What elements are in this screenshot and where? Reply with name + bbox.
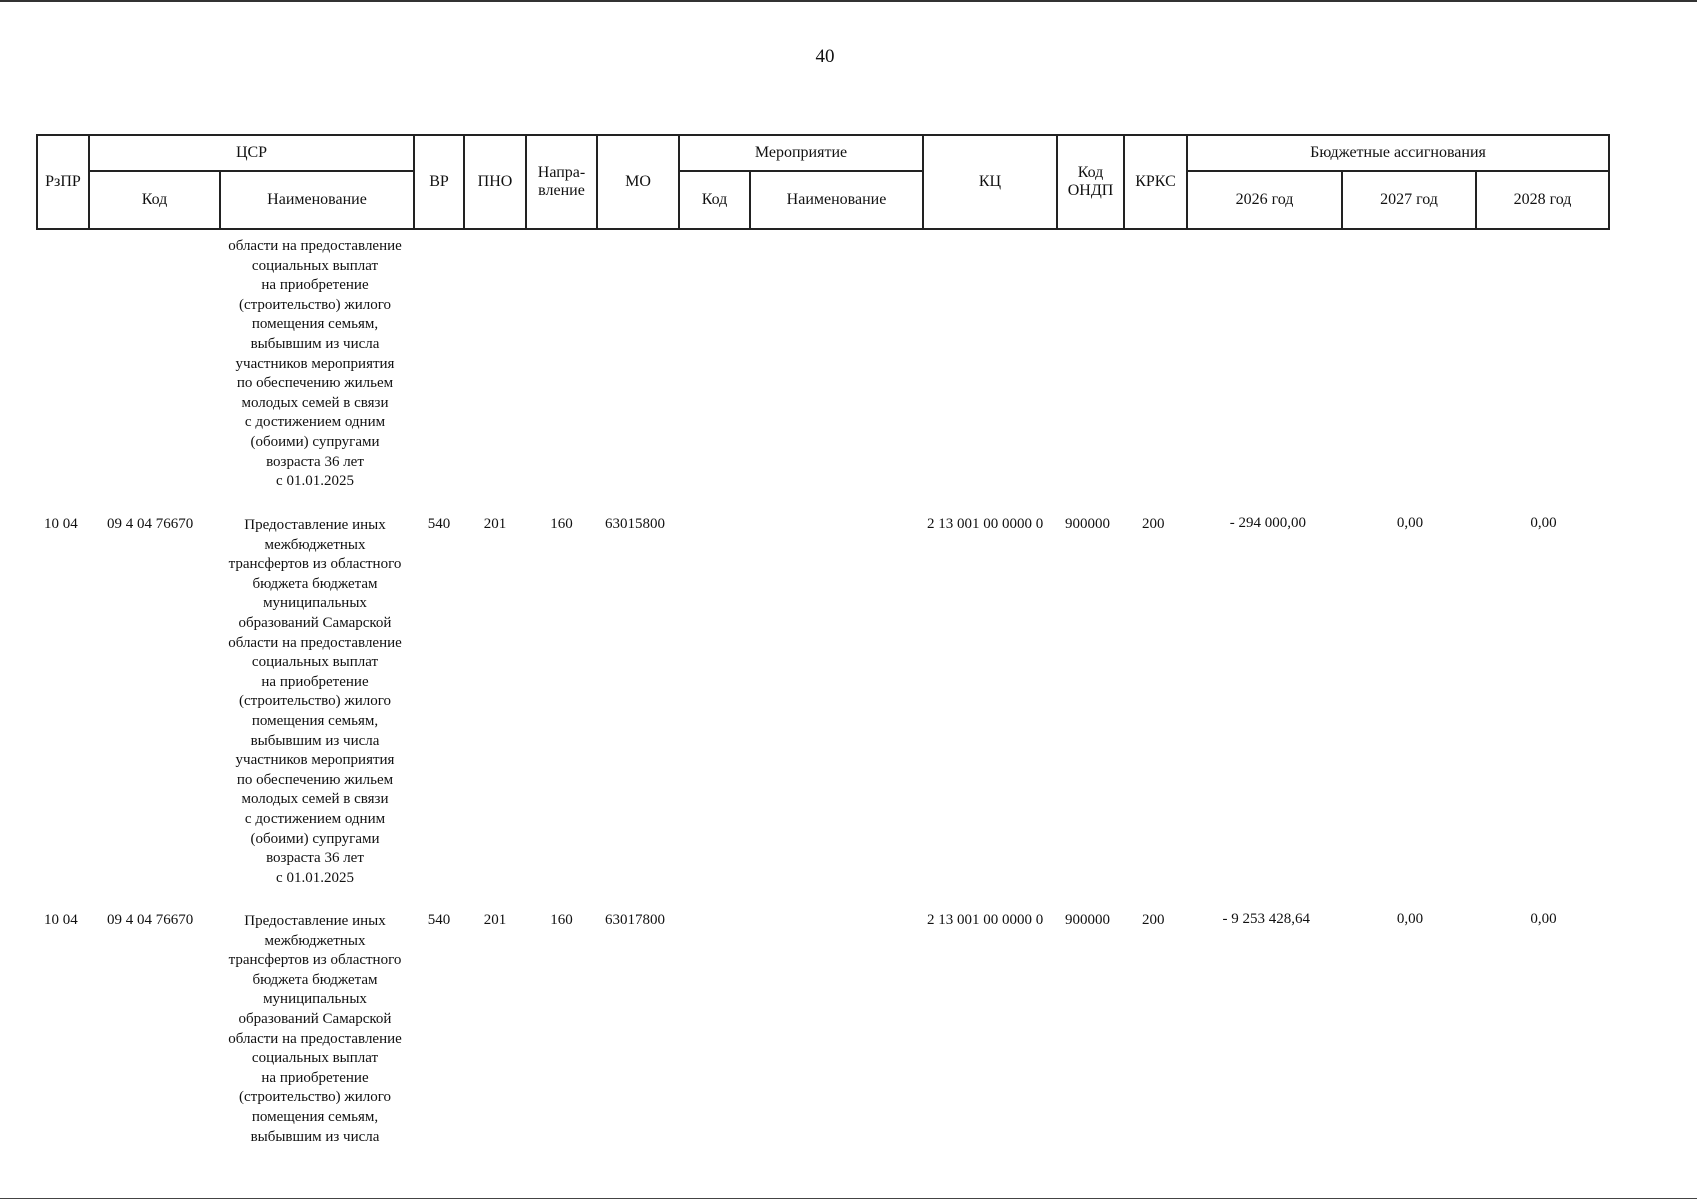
text-line: помещения семьям, [251,712,379,729]
header-ondp-line2: ОНДП [1067,182,1114,199]
text-line: молодых семей в связи [241,394,389,411]
header-vr: ВР [414,135,464,229]
row-pno: 201 [483,912,507,928]
row-direction: 160 [550,912,573,928]
text-line: с 01.01.2025 [276,869,354,886]
text-line: возраста 36 лет [266,850,364,867]
bottom-rule [0,1198,1697,1199]
text-line: возраста 36 лет [266,453,364,470]
row-csr-code: 09 4 04 76670 [107,516,194,532]
header-event-name: Наименование [750,171,923,229]
text-line: помещения семьям, [251,316,379,333]
header-direction [526,135,597,229]
text-line: (обоими) супругами [250,433,380,450]
header-direction-line1: Напра- [537,164,586,181]
text-line: выбывшим из числа [250,732,380,749]
row-csr-name [218,516,412,888]
text-line: с достижением одним [244,414,386,431]
row-vr: 540 [427,516,451,532]
text-line: на приобретение [261,277,369,294]
text-line: на приобретение [261,1069,369,1086]
text-line: образований Самарской [238,1010,392,1027]
text-line: социальных выплат [251,654,379,671]
row-pno: 201 [483,516,507,532]
header-csr-group: ЦСР [89,135,414,171]
text-line: по обеспечению жильем [236,375,394,392]
header-ondp-line1: Код [1077,164,1104,181]
table-header [36,134,1610,230]
text-line: по обеспечению жильем [236,771,394,788]
text-line: с достижением одним [244,810,386,827]
text-line: молодых семей в связи [241,791,389,808]
text-line: (обоими) супругами [250,830,380,847]
text-line: бюджета бюджетам [252,971,378,988]
row-csr-name [218,912,412,1147]
text-line: трансфертов из областного [228,556,402,573]
text-line: выбывшим из числа [250,1128,380,1145]
text-line: межбюджетных [264,932,366,949]
header-kc: КЦ [923,135,1057,229]
text-line: с 01.01.2025 [276,473,354,490]
text-line: трансфертов из областного [228,952,402,969]
text-line: социальных выплат [251,257,379,274]
row-2028: 0,00 [1530,515,1557,531]
text-line: Предоставление иных [244,517,386,533]
page-number: 40 [815,46,835,67]
header-event-group: Мероприятие [679,135,923,171]
text-line: области на предоставление [228,1030,402,1047]
row-krks: 200 [1142,912,1165,928]
row-direction: 160 [550,516,573,532]
header-rzpr: РзПР [37,135,89,229]
header-budget-group: Бюджетные ассигнования [1187,135,1609,171]
text-line: области на предоставление [228,634,402,651]
row-ondp: 900000 [1065,912,1110,928]
row-mo: 63015800 [605,516,665,532]
text-line: области на предоставление [228,238,402,254]
text-line: помещения семьям, [251,1108,379,1125]
text-line: бюджета бюджетам [252,575,378,592]
row-mo: 63017800 [605,912,665,928]
text-line: (строительство) жилого [238,296,392,313]
header-direction-line2: вление [538,182,585,199]
text-line: участников мероприятия [235,355,395,372]
text-line: (строительство) жилого [238,1089,392,1106]
row-2028: 0,00 [1530,911,1557,927]
text-line: образований Самарской [238,614,392,631]
header-event-code: Код [679,171,750,229]
text-line: (строительство) жилого [238,693,392,710]
text-line: муниципальных [263,991,367,1008]
row-ondp: 900000 [1065,516,1110,532]
header-year-2026: 2026 год [1187,171,1342,229]
row-vr: 540 [427,912,451,928]
row-2027: 0,00 [1396,515,1424,531]
text-line: социальных выплат [251,1050,379,1067]
row-rzpr: 10 04 [44,516,78,532]
continued-name-text [218,237,412,492]
text-line: Предоставление иных [244,913,386,929]
row-kc: 2 13 001 00 0000 0 [927,516,1044,532]
header-krks: КРКС [1124,135,1187,229]
header-csr-code: Код [89,171,220,229]
row-kc: 2 13 001 00 0000 0 [927,912,1044,928]
text-line: участников мероприятия [235,752,395,769]
header-mo: МО [597,135,679,229]
row-2027: 0,00 [1396,911,1424,927]
header-ondp [1057,135,1124,229]
top-rule [0,0,1697,2]
row-2026: - 9 253 428,64 [1222,911,1310,927]
row-krks: 200 [1142,516,1165,532]
row-2026: - 294 000,00 [1229,515,1306,531]
text-line: выбывшим из числа [250,335,380,352]
header-year-2027: 2027 год [1342,171,1476,229]
header-year-2028: 2028 год [1476,171,1609,229]
row-csr-code: 09 4 04 76670 [107,912,194,928]
text-line: межбюджетных [264,536,366,553]
text-line: на приобретение [261,673,369,690]
header-csr-name: Наименование [220,171,414,229]
row-rzpr: 10 04 [44,912,78,928]
text-line: муниципальных [263,595,367,612]
header-pno: ПНО [464,135,526,229]
